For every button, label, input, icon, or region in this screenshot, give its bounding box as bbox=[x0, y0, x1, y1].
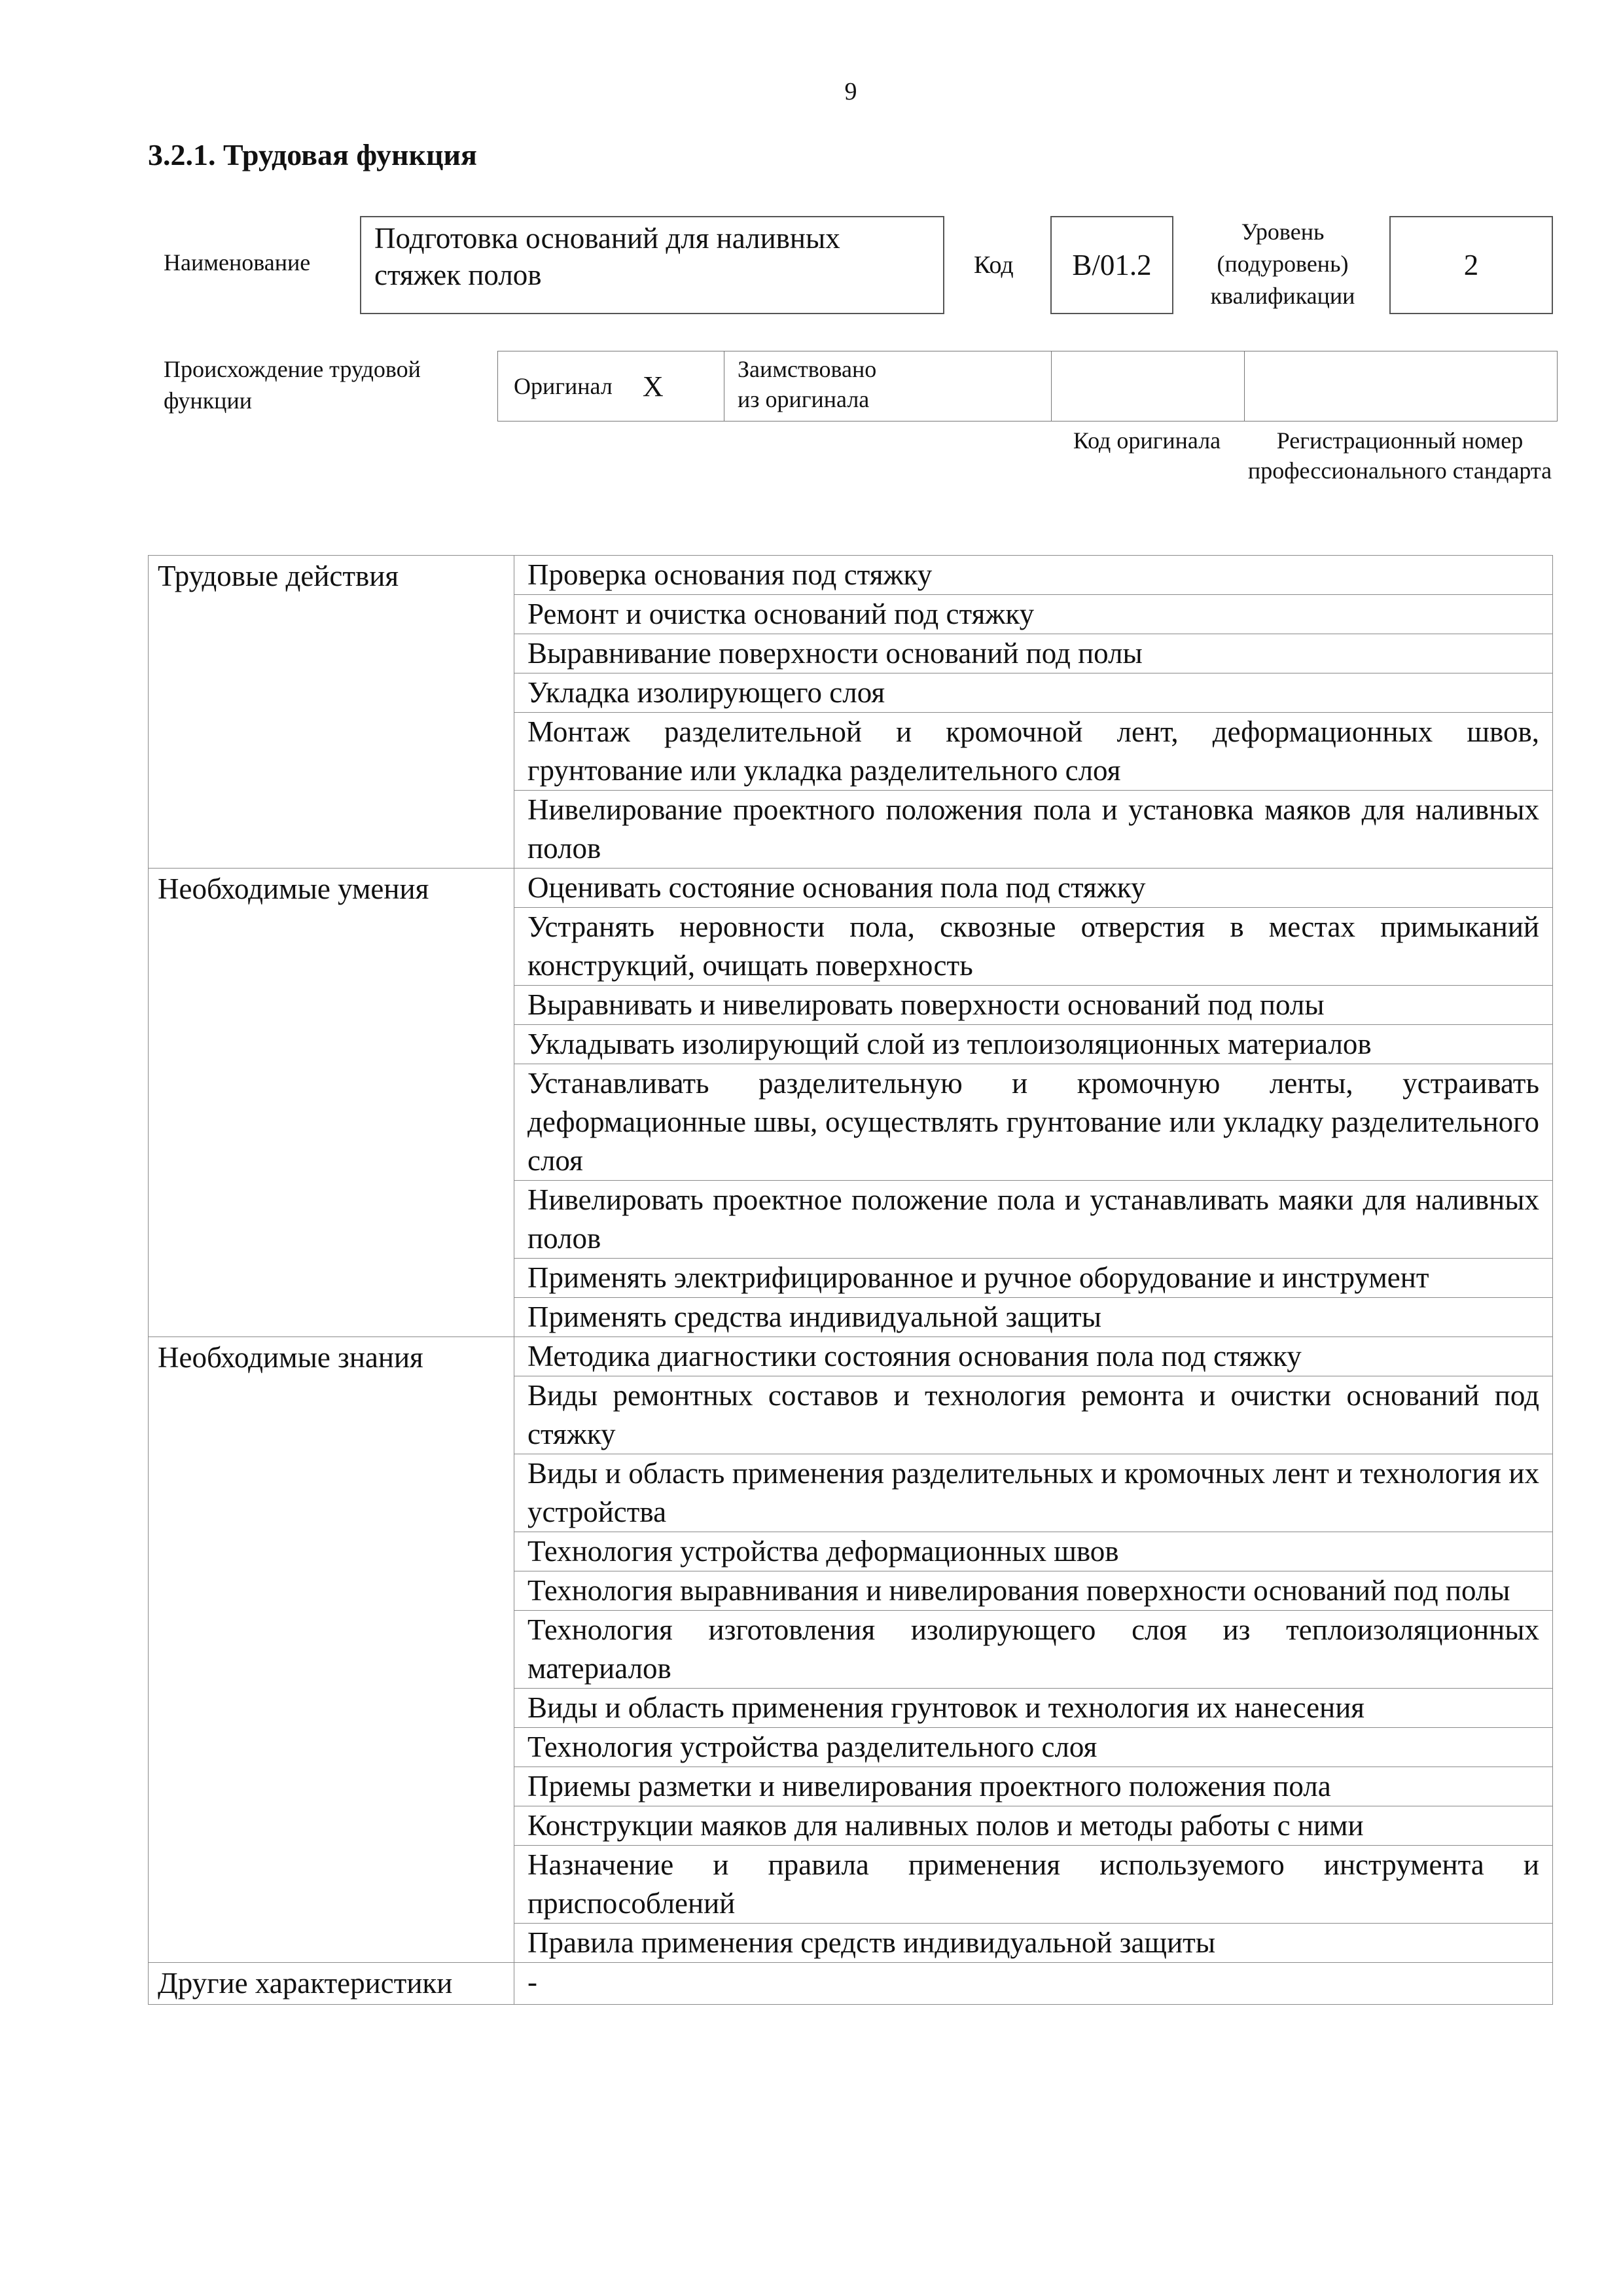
item-text: Оценивать состояние основания пола под стяжку bbox=[527, 871, 1146, 904]
item-text: Технология выравнивания и нивелирования поверхности оснований под полы bbox=[527, 1574, 1510, 1607]
level-label: Уровень (подуровень) квалификации bbox=[1210, 219, 1355, 309]
code-label: Код bbox=[974, 251, 1014, 279]
item-cell bbox=[514, 673, 1553, 713]
category-cell: Другие характеристики bbox=[149, 1963, 514, 2005]
original-mark: X bbox=[642, 370, 664, 403]
item-text: Нивелировать проектное положение пола и устанавливать маяки для наливных полов bbox=[527, 1183, 1539, 1255]
item-text: Ремонт и очистка оснований под стяжку bbox=[527, 598, 1035, 630]
item-cell bbox=[514, 1806, 1553, 1846]
item-cell bbox=[514, 1611, 1553, 1689]
origin-row bbox=[497, 351, 1558, 422]
item-cell bbox=[514, 1298, 1553, 1337]
item-cell bbox=[514, 634, 1553, 673]
item-cell bbox=[514, 1259, 1553, 1298]
table-row bbox=[149, 1337, 1553, 1376]
item-cell bbox=[514, 791, 1553, 869]
item-text: Выравнивать и нивелировать поверхности оснований под полы bbox=[527, 988, 1325, 1021]
item-text: Устранять неровности пола, сквозные отверстия в местах примыканий конструкций, очищать поверхность bbox=[527, 910, 1539, 982]
item-cell bbox=[514, 1064, 1553, 1181]
name-label: Наименование bbox=[164, 249, 311, 276]
item-cell bbox=[514, 1846, 1553, 1924]
item-text: Конструкции маяков для наливных полов и методы работы с ними bbox=[527, 1809, 1364, 1842]
original-code-cell bbox=[1051, 351, 1244, 421]
original-code-label: Код оригинала bbox=[1073, 427, 1221, 454]
page-number: 9 bbox=[844, 78, 857, 105]
item-text: Проверка основания под стяжку bbox=[527, 558, 933, 591]
original-cell bbox=[498, 351, 724, 421]
name-value: Подготовка оснований для наливных стяжек полов bbox=[360, 216, 944, 314]
item-cell bbox=[514, 1376, 1553, 1454]
item-cell bbox=[514, 1454, 1553, 1532]
item-text: Приемы разметки и нивелирования проектного положения пола bbox=[527, 1770, 1331, 1803]
borrowed-label: Заимствовано из оригинала bbox=[724, 351, 894, 421]
item-text: Устанавливать разделительную и кромочную ленты, устраивать деформационные швы, осуществлять грунтование или укладку разделительного слоя bbox=[527, 1067, 1539, 1177]
item-text: - bbox=[527, 1965, 537, 1998]
item-cell bbox=[514, 1337, 1553, 1376]
item-cell bbox=[514, 1181, 1553, 1259]
item-text: Технология изготовления изолирующего слоя из теплоизоляционных материалов bbox=[527, 1613, 1539, 1685]
item-text: Нивелирование проектного положения пола и установка маяков для наливных полов bbox=[527, 793, 1539, 865]
item-cell bbox=[514, 1532, 1553, 1571]
item-cell bbox=[514, 1689, 1553, 1728]
table-row bbox=[149, 869, 1553, 908]
category-cell: Трудовые действия bbox=[149, 556, 514, 869]
origin-label: Происхождение трудовой функции bbox=[164, 356, 421, 414]
item-cell bbox=[514, 713, 1553, 791]
item-text: Методика диагностики состояния основания пола под стяжку bbox=[527, 1340, 1302, 1372]
item-cell bbox=[514, 595, 1553, 634]
item-cell bbox=[514, 869, 1553, 908]
item-text: Укладывать изолирующий слой из теплоизоляционных материалов bbox=[527, 1028, 1372, 1060]
category-cell: Необходимые умения bbox=[149, 869, 514, 1337]
item-text: Монтаж разделительной и кромочной лент, деформационных швов, грунтование или укладка разделительного слоя bbox=[527, 715, 1539, 787]
level-value: 2 bbox=[1389, 216, 1553, 314]
reg-number-cell bbox=[1244, 351, 1557, 421]
table-row bbox=[149, 556, 1553, 595]
item-cell bbox=[514, 1728, 1553, 1767]
reg-number-label: Регистрационный номер профессионального стандарта bbox=[1247, 427, 1552, 484]
item-cell bbox=[514, 1025, 1553, 1064]
functions-table bbox=[148, 555, 1553, 2005]
item-text: Технология устройства разделительного слоя bbox=[527, 1731, 1097, 1763]
item-text: Выравнивание поверхности оснований под полы bbox=[527, 637, 1143, 670]
item-text: Технология устройства деформационных швов bbox=[527, 1535, 1119, 1568]
section-title: 3.2.1. Трудовая функция bbox=[148, 138, 477, 171]
item-cell bbox=[514, 1924, 1553, 1963]
item-text: Назначение и правила применения используемого инструмента и приспособлений bbox=[527, 1848, 1539, 1920]
item-text: Применять электрифицированное и ручное оборудование и инструмент bbox=[527, 1261, 1429, 1294]
category-cell: Необходимые знания bbox=[149, 1337, 514, 1963]
table-row bbox=[149, 1963, 1553, 2005]
item-cell bbox=[514, 986, 1553, 1025]
item-text: Правила применения средств индивидуальной защиты bbox=[527, 1926, 1216, 1959]
item-text: Виды и область применения разделительных и кромочных лент и технология их устройства bbox=[527, 1457, 1539, 1528]
item-cell bbox=[514, 908, 1553, 986]
item-text: Виды ремонтных составов и технология ремонта и очистки оснований под стяжку bbox=[527, 1379, 1539, 1450]
item-cell bbox=[514, 556, 1553, 595]
item-text: Виды и область применения грунтовок и технология их нанесения bbox=[527, 1691, 1365, 1724]
item-cell bbox=[514, 1963, 1553, 2005]
original-label: Оригинал bbox=[514, 373, 613, 399]
item-text: Укладка изолирующего слоя bbox=[527, 676, 885, 709]
item-text: Применять средства индивидуальной защиты bbox=[527, 1300, 1101, 1333]
code-value: B/01.2 bbox=[1050, 216, 1173, 314]
item-cell bbox=[514, 1767, 1553, 1806]
item-cell bbox=[514, 1571, 1553, 1611]
